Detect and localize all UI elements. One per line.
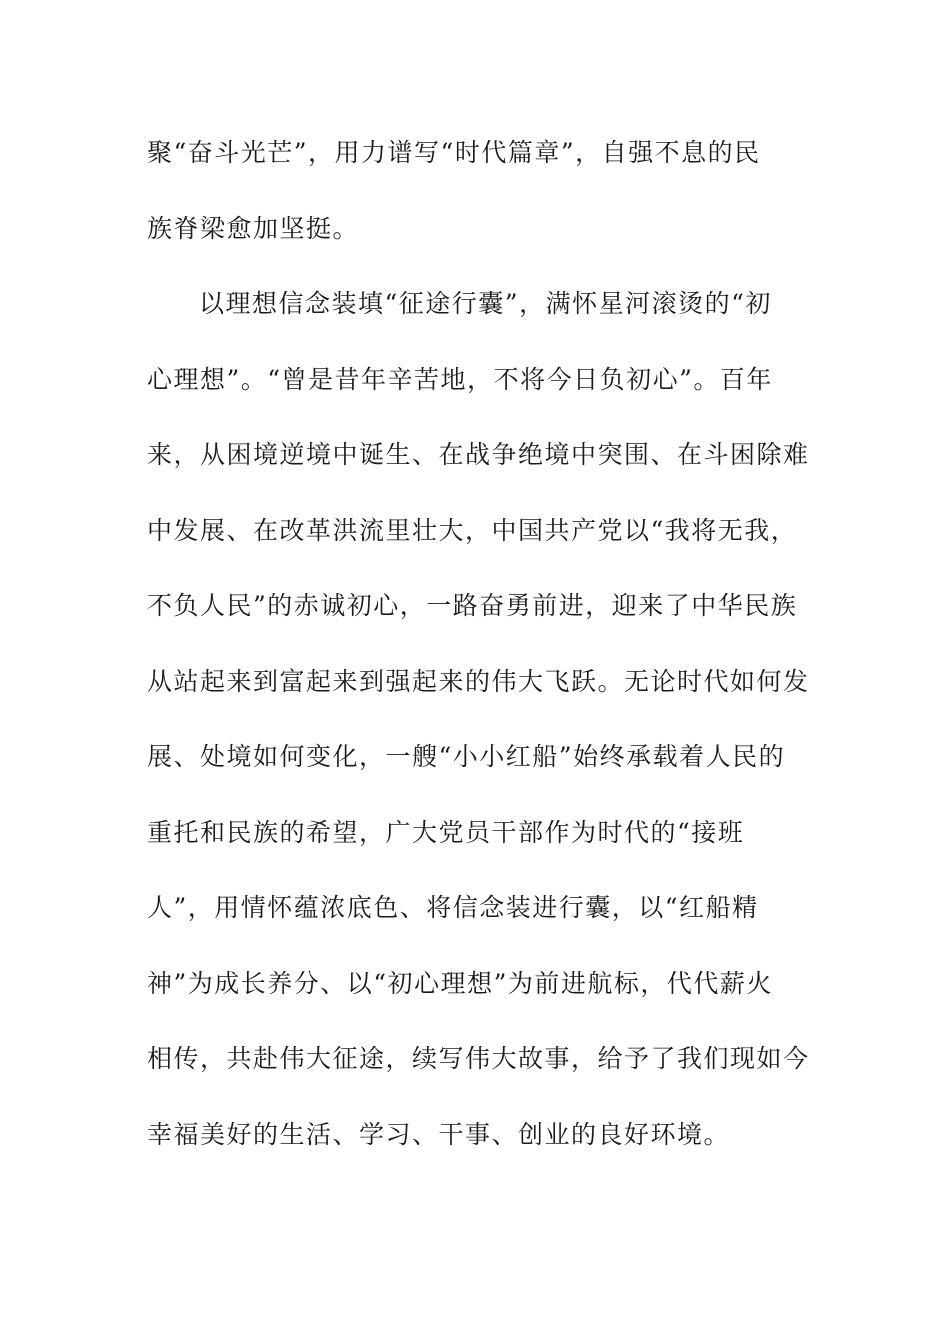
text-line: 族脊梁愈加坚挺。 xyxy=(147,213,360,243)
text-line: 神”为成长养分、以“初心理想”为前进航标，代代薪火 xyxy=(147,968,773,998)
text-line: 从站起来到富起来到强起来的伟大飞跃。无论时代如何发 xyxy=(147,666,810,696)
text-line: 不负人民”的赤诚初心，一路奋勇前进，迎来了中华民族 xyxy=(147,591,798,620)
text-line: 中发展、在改革洪流里壮大，中国共产党以“我将无我， xyxy=(147,515,798,545)
text-line: 心理想”。“曾是昔年辛苦地，不将今日负初心”。百年 xyxy=(147,364,773,394)
text-line: 聚“奋斗光芒”，用力谱写“时代篇章”，自强不息的民 xyxy=(147,138,761,167)
text-line: 幸福美好的生活、学习、干事、创业的良好环境。 xyxy=(147,1119,731,1149)
text-line: 重托和民族的希望，广大党员干部作为时代的“接班 xyxy=(147,817,745,847)
text-line: 以理想信念装填“征途行囊”，满怀星河滚烫的“初 xyxy=(199,289,772,318)
text-line: 人”，用情怀蕴浓底色、将信念装进行囊，以“红船精 xyxy=(147,893,759,922)
text-line: 展、处境如何变化，一艘“小小红船”始终承载着人民的 xyxy=(147,742,786,771)
document-body xyxy=(147,128,810,1185)
text-line: 相传，共赴伟大征途，续写伟大故事，给予了我们现如今 xyxy=(147,1044,810,1073)
text-line: 来，从困境逆境中诞生、在战争绝境中突围、在斗困除难 xyxy=(147,440,810,469)
